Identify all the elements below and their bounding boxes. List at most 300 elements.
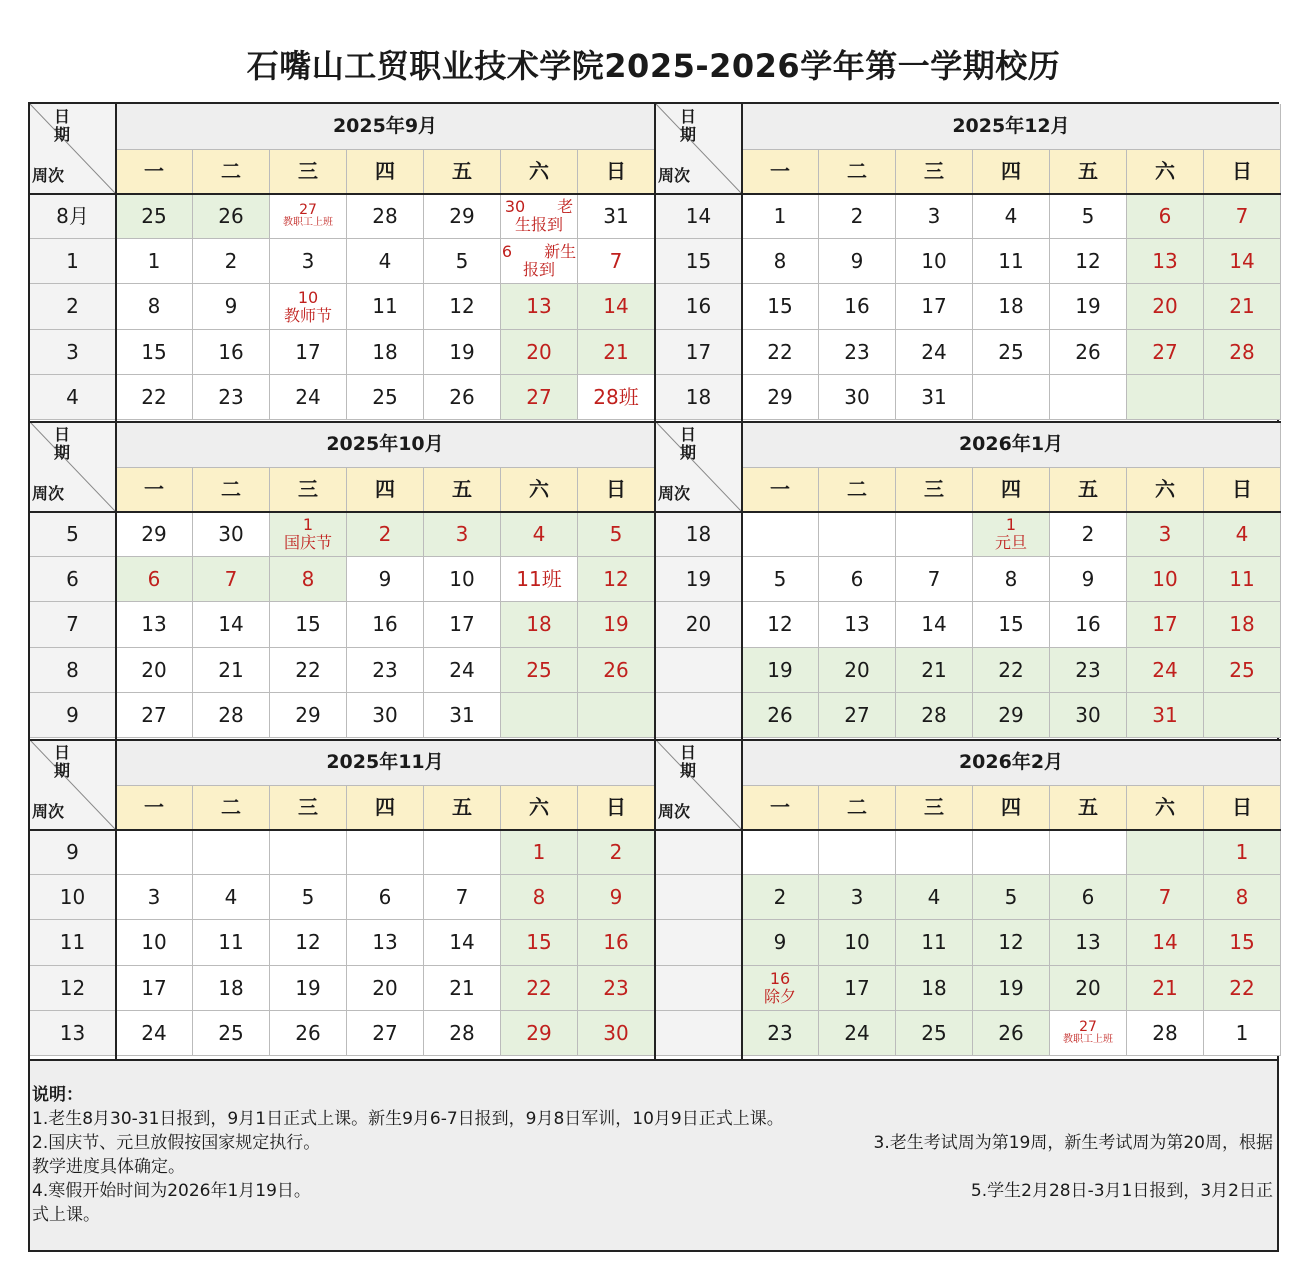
note-line-1: 1.老生8月30-31日报到，9月1日正式上课。新生9月6-7日报到，9月8日军训，10月9日正式上课。	[32, 1109, 784, 1129]
weekday-header: 二	[193, 786, 270, 830]
day-cell: 26	[270, 1011, 347, 1056]
day-cell: 12	[424, 284, 501, 330]
weekday-header: 日	[578, 150, 655, 194]
day-cell: 17	[116, 966, 193, 1011]
weekday-header: 五	[424, 150, 501, 194]
day-cell: 6 新生 报到	[501, 239, 578, 284]
day-cell: 24	[1127, 648, 1204, 693]
day-cell: 12	[270, 920, 347, 966]
day-cell: 31	[578, 194, 655, 239]
weekday-header: 五	[424, 468, 501, 512]
weekday-header: 五	[424, 786, 501, 830]
weekday-header: 日	[1204, 150, 1281, 194]
day-cell: 7	[1127, 875, 1204, 920]
date-label: 日 期	[54, 425, 71, 462]
day-cell: 7	[1204, 194, 1281, 239]
day-cell: 13	[347, 920, 424, 966]
day-cell	[973, 830, 1050, 875]
day-cell: 8	[1204, 875, 1281, 920]
day-cell: 9	[1050, 557, 1127, 602]
day-cell: 2	[578, 830, 655, 875]
day-cell: 15	[1204, 920, 1281, 966]
day-cell: 24	[424, 648, 501, 693]
day-cell: 15	[270, 602, 347, 648]
day-cell: 8	[270, 557, 347, 602]
weekday-header: 三	[270, 786, 347, 830]
day-cell: 5	[270, 875, 347, 920]
day-cell	[819, 512, 896, 557]
weekday-header: 二	[819, 786, 896, 830]
day-cell	[742, 830, 819, 875]
weekday-header: 三	[896, 786, 973, 830]
day-cell	[819, 830, 896, 875]
day-cell: 20	[1050, 966, 1127, 1011]
week-number: 14	[656, 194, 742, 239]
day-cell: 23	[578, 966, 655, 1011]
day-cell: 12	[578, 557, 655, 602]
day-cell: 13	[116, 602, 193, 648]
month-title: 2026年2月	[742, 740, 1281, 786]
week-number: 9	[30, 693, 116, 738]
weekday-header: 四	[347, 468, 424, 512]
day-cell: 8	[973, 557, 1050, 602]
weekday-header: 四	[973, 786, 1050, 830]
month-title: 2025年9月	[116, 104, 655, 150]
day-cell: 9	[193, 284, 270, 330]
date-week-corner	[30, 104, 116, 194]
week-label: 周次	[32, 166, 65, 186]
day-cell	[270, 830, 347, 875]
weekday-header: 四	[973, 150, 1050, 194]
day-cell: 22	[742, 330, 819, 375]
day-cell: 7	[424, 875, 501, 920]
divider	[654, 104, 656, 1061]
day-cell: 5	[1050, 194, 1127, 239]
day-cell: 30	[578, 1011, 655, 1056]
day-cell: 5	[578, 512, 655, 557]
day-cell: 9	[742, 920, 819, 966]
day-cell: 23	[1050, 648, 1127, 693]
week-number: 20	[656, 602, 742, 648]
day-cell	[742, 512, 819, 557]
day-cell: 22	[501, 966, 578, 1011]
day-cell: 27	[1127, 330, 1204, 375]
day-cell: 26	[193, 194, 270, 239]
week-number: 18	[656, 375, 742, 420]
day-cell: 29	[424, 194, 501, 239]
week-number: 6	[30, 557, 116, 602]
day-cell: 23	[742, 1011, 819, 1056]
day-cell: 21	[193, 648, 270, 693]
day-cell: 18	[347, 330, 424, 375]
day-cell: 7	[193, 557, 270, 602]
day-cell: 20	[1127, 284, 1204, 330]
week-number: 18	[656, 512, 742, 557]
day-cell: 1	[742, 194, 819, 239]
day-cell: 22	[270, 648, 347, 693]
week-number: 11	[30, 920, 116, 966]
day-cell: 7	[578, 239, 655, 284]
day-cell: 9	[819, 239, 896, 284]
day-cell: 31	[1127, 693, 1204, 738]
day-cell: 21	[1127, 966, 1204, 1011]
week-number	[656, 920, 742, 966]
day-cell	[973, 375, 1050, 420]
day-cell: 27	[347, 1011, 424, 1056]
week-label: 周次	[658, 802, 691, 822]
month-title: 2025年10月	[116, 422, 655, 468]
day-cell: 30	[193, 512, 270, 557]
day-cell: 1	[501, 830, 578, 875]
date-label: 日 期	[680, 743, 697, 780]
day-cell: 26	[578, 648, 655, 693]
week-number: 8	[30, 648, 116, 693]
day-cell: 27	[819, 693, 896, 738]
week-number: 19	[656, 557, 742, 602]
week-number: 1	[30, 239, 116, 284]
day-cell: 12	[973, 920, 1050, 966]
weekday-header: 三	[896, 150, 973, 194]
week-label: 周次	[32, 484, 65, 504]
day-cell: 20	[116, 648, 193, 693]
week-number: 2	[30, 284, 116, 330]
day-cell: 8	[742, 239, 819, 284]
day-cell: 4	[973, 194, 1050, 239]
month-title: 2026年1月	[742, 422, 1281, 468]
calendar-grid	[28, 102, 1279, 1059]
weekday-header: 日	[578, 786, 655, 830]
day-cell: 28	[347, 194, 424, 239]
day-cell: 6	[1050, 875, 1127, 920]
day-cell: 25	[193, 1011, 270, 1056]
weekday-header: 一	[742, 468, 819, 512]
day-cell: 25	[1204, 648, 1281, 693]
day-cell: 26	[1050, 330, 1127, 375]
day-cell: 18	[501, 602, 578, 648]
date-week-corner	[656, 422, 742, 512]
day-cell: 3	[116, 875, 193, 920]
week-number: 9	[30, 830, 116, 875]
day-cell: 28班	[578, 375, 655, 420]
week-number	[656, 1011, 742, 1056]
note-line-5-cont: 式上课。	[32, 1205, 100, 1225]
day-cell: 19	[973, 966, 1050, 1011]
day-cell: 14	[424, 920, 501, 966]
day-cell: 22	[973, 648, 1050, 693]
day-cell	[1050, 375, 1127, 420]
day-cell: 11	[1204, 557, 1281, 602]
day-cell: 30	[347, 693, 424, 738]
note-line-3: 3.老生考试周为第19周，新生考试周为第20周，根据	[873, 1133, 1273, 1153]
day-cell: 14	[1204, 239, 1281, 284]
day-cell: 24	[896, 330, 973, 375]
day-cell: 15	[501, 920, 578, 966]
week-number: 13	[30, 1011, 116, 1056]
day-cell	[896, 512, 973, 557]
day-cell	[193, 830, 270, 875]
date-label: 日 期	[680, 425, 697, 462]
day-cell: 1 元旦	[973, 512, 1050, 557]
day-cell: 10 教师节	[270, 284, 347, 330]
day-cell: 25	[347, 375, 424, 420]
day-cell	[578, 693, 655, 738]
date-week-corner	[30, 422, 116, 512]
day-cell: 21	[578, 330, 655, 375]
day-cell: 28	[1127, 1011, 1204, 1056]
day-cell: 24	[270, 375, 347, 420]
day-cell: 6	[1127, 194, 1204, 239]
day-cell: 24	[819, 1011, 896, 1056]
day-cell	[1050, 830, 1127, 875]
day-cell: 4	[347, 239, 424, 284]
day-cell: 14	[193, 602, 270, 648]
weekday-header: 四	[973, 468, 1050, 512]
day-cell: 5	[424, 239, 501, 284]
date-week-corner	[656, 740, 742, 830]
day-cell: 8	[501, 875, 578, 920]
day-cell: 28	[1204, 330, 1281, 375]
notes-heading: 说明：	[32, 1085, 83, 1105]
weekday-header: 日	[578, 468, 655, 512]
day-cell: 23	[819, 330, 896, 375]
day-cell: 16	[347, 602, 424, 648]
date-label: 日 期	[54, 107, 71, 144]
weekday-header: 六	[501, 786, 578, 830]
day-cell: 12	[742, 602, 819, 648]
day-cell: 26	[742, 693, 819, 738]
day-cell: 15	[973, 602, 1050, 648]
day-cell: 29	[742, 375, 819, 420]
month-title: 2025年12月	[742, 104, 1281, 150]
day-cell: 29	[973, 693, 1050, 738]
day-cell: 4	[1204, 512, 1281, 557]
day-cell: 9	[347, 557, 424, 602]
week-number: 16	[656, 284, 742, 330]
day-cell: 23	[193, 375, 270, 420]
page-title: 石嘴山工贸职业技术学院2025-2026学年第一学期校历	[246, 47, 1061, 85]
day-cell: 13	[501, 284, 578, 330]
week-number	[656, 693, 742, 738]
day-cell: 6	[347, 875, 424, 920]
day-cell	[1127, 375, 1204, 420]
divider	[115, 104, 117, 1061]
week-number: 15	[656, 239, 742, 284]
day-cell: 27	[501, 375, 578, 420]
day-cell: 27 教职工上班	[1050, 1011, 1127, 1056]
day-cell: 15	[116, 330, 193, 375]
day-cell: 25	[973, 330, 1050, 375]
day-cell: 13	[1050, 920, 1127, 966]
day-cell: 10	[1127, 557, 1204, 602]
day-cell: 17	[896, 284, 973, 330]
note-line-4: 4.寒假开始时间为2026年1月19日。	[32, 1181, 311, 1201]
day-cell: 27 教职工上班	[270, 194, 347, 239]
day-cell: 11	[193, 920, 270, 966]
day-cell	[896, 830, 973, 875]
day-cell: 1	[1204, 830, 1281, 875]
day-cell: 25	[501, 648, 578, 693]
day-cell: 31	[424, 693, 501, 738]
day-cell: 12	[1050, 239, 1127, 284]
weekday-header: 五	[1050, 150, 1127, 194]
day-cell: 16 除夕	[742, 966, 819, 1011]
day-cell: 4	[501, 512, 578, 557]
day-cell: 4	[193, 875, 270, 920]
day-cell: 11	[896, 920, 973, 966]
week-number	[656, 875, 742, 920]
day-cell: 21	[1204, 284, 1281, 330]
day-cell: 4	[896, 875, 973, 920]
weekday-header: 六	[501, 150, 578, 194]
day-cell: 27	[116, 693, 193, 738]
day-cell: 31	[896, 375, 973, 420]
notes-panel	[28, 1059, 1279, 1252]
day-cell: 16	[578, 920, 655, 966]
day-cell: 18	[973, 284, 1050, 330]
weekday-header: 一	[116, 150, 193, 194]
day-cell: 22	[116, 375, 193, 420]
date-week-corner	[656, 104, 742, 194]
week-label: 周次	[658, 166, 691, 186]
weekday-header: 二	[819, 150, 896, 194]
day-cell: 21	[424, 966, 501, 1011]
week-label: 周次	[32, 802, 65, 822]
day-cell: 16	[1050, 602, 1127, 648]
weekday-header: 一	[742, 786, 819, 830]
date-label: 日 期	[54, 743, 71, 780]
day-cell: 2	[1050, 512, 1127, 557]
day-cell: 17	[819, 966, 896, 1011]
day-cell: 16	[193, 330, 270, 375]
day-cell: 25	[116, 194, 193, 239]
month-title: 2025年11月	[116, 740, 655, 786]
day-cell: 10	[424, 557, 501, 602]
day-cell: 29	[116, 512, 193, 557]
day-cell: 10	[116, 920, 193, 966]
weekday-header: 二	[193, 150, 270, 194]
week-number: 12	[30, 966, 116, 1011]
day-cell: 11	[347, 284, 424, 330]
week-label: 周次	[658, 484, 691, 504]
weekday-header: 五	[1050, 468, 1127, 512]
weekday-header: 日	[1204, 786, 1281, 830]
day-cell: 1 国庆节	[270, 512, 347, 557]
day-cell	[1204, 375, 1281, 420]
day-cell	[1204, 693, 1281, 738]
day-cell: 1	[116, 239, 193, 284]
day-cell: 6	[819, 557, 896, 602]
day-cell: 2	[742, 875, 819, 920]
day-cell: 24	[116, 1011, 193, 1056]
day-cell: 15	[742, 284, 819, 330]
day-cell: 5	[973, 875, 1050, 920]
day-cell: 14	[1127, 920, 1204, 966]
day-cell: 2	[193, 239, 270, 284]
day-cell: 30	[1050, 693, 1127, 738]
day-cell: 1	[1204, 1011, 1281, 1056]
week-number: 10	[30, 875, 116, 920]
day-cell: 20	[819, 648, 896, 693]
weekday-header: 一	[116, 786, 193, 830]
weekday-header: 四	[347, 150, 424, 194]
day-cell	[347, 830, 424, 875]
day-cell: 20	[501, 330, 578, 375]
weekday-header: 四	[347, 786, 424, 830]
weekday-header: 三	[270, 150, 347, 194]
day-cell	[1127, 830, 1204, 875]
note-line-2: 2.国庆节、元旦放假按国家规定执行。	[32, 1133, 321, 1153]
day-cell: 19	[270, 966, 347, 1011]
weekday-header: 一	[116, 468, 193, 512]
day-cell: 17	[424, 602, 501, 648]
day-cell: 26	[424, 375, 501, 420]
day-cell: 20	[347, 966, 424, 1011]
day-cell: 7	[896, 557, 973, 602]
day-cell: 14	[578, 284, 655, 330]
day-cell: 9	[578, 875, 655, 920]
day-cell: 6	[116, 557, 193, 602]
week-number	[656, 830, 742, 875]
week-number: 3	[30, 330, 116, 375]
week-number: 17	[656, 330, 742, 375]
day-cell: 18	[896, 966, 973, 1011]
day-cell: 28	[424, 1011, 501, 1056]
day-cell: 28	[896, 693, 973, 738]
week-number: 4	[30, 375, 116, 420]
day-cell: 25	[896, 1011, 973, 1056]
day-cell: 19	[742, 648, 819, 693]
day-cell: 3	[896, 194, 973, 239]
week-number: 5	[30, 512, 116, 557]
day-cell: 14	[896, 602, 973, 648]
day-cell: 29	[270, 693, 347, 738]
weekday-header: 二	[193, 468, 270, 512]
day-cell: 5	[742, 557, 819, 602]
divider	[741, 104, 743, 1061]
week-number	[656, 966, 742, 1011]
week-number: 7	[30, 602, 116, 648]
week-number: 8月	[30, 194, 116, 239]
note-line-5: 5.学生2月28日-3月1日报到，3月2日正	[970, 1181, 1273, 1201]
day-cell: 8	[116, 284, 193, 330]
day-cell: 13	[819, 602, 896, 648]
day-cell: 16	[819, 284, 896, 330]
day-cell: 22	[1204, 966, 1281, 1011]
day-cell: 3	[424, 512, 501, 557]
day-cell: 11	[973, 239, 1050, 284]
day-cell	[501, 693, 578, 738]
day-cell: 13	[1127, 239, 1204, 284]
day-cell: 10	[819, 920, 896, 966]
day-cell: 19	[578, 602, 655, 648]
weekday-header: 六	[1127, 468, 1204, 512]
day-cell: 19	[1050, 284, 1127, 330]
day-cell: 3	[819, 875, 896, 920]
day-cell: 19	[424, 330, 501, 375]
weekday-header: 六	[501, 468, 578, 512]
day-cell: 30	[819, 375, 896, 420]
weekday-header: 五	[1050, 786, 1127, 830]
weekday-header: 二	[819, 468, 896, 512]
day-cell: 30 老 生报到	[501, 194, 578, 239]
date-week-corner	[30, 740, 116, 830]
date-label: 日 期	[680, 107, 697, 144]
weekday-header: 日	[1204, 468, 1281, 512]
day-cell	[424, 830, 501, 875]
day-cell: 3	[270, 239, 347, 284]
weekday-header: 六	[1127, 786, 1204, 830]
weekday-header: 一	[742, 150, 819, 194]
